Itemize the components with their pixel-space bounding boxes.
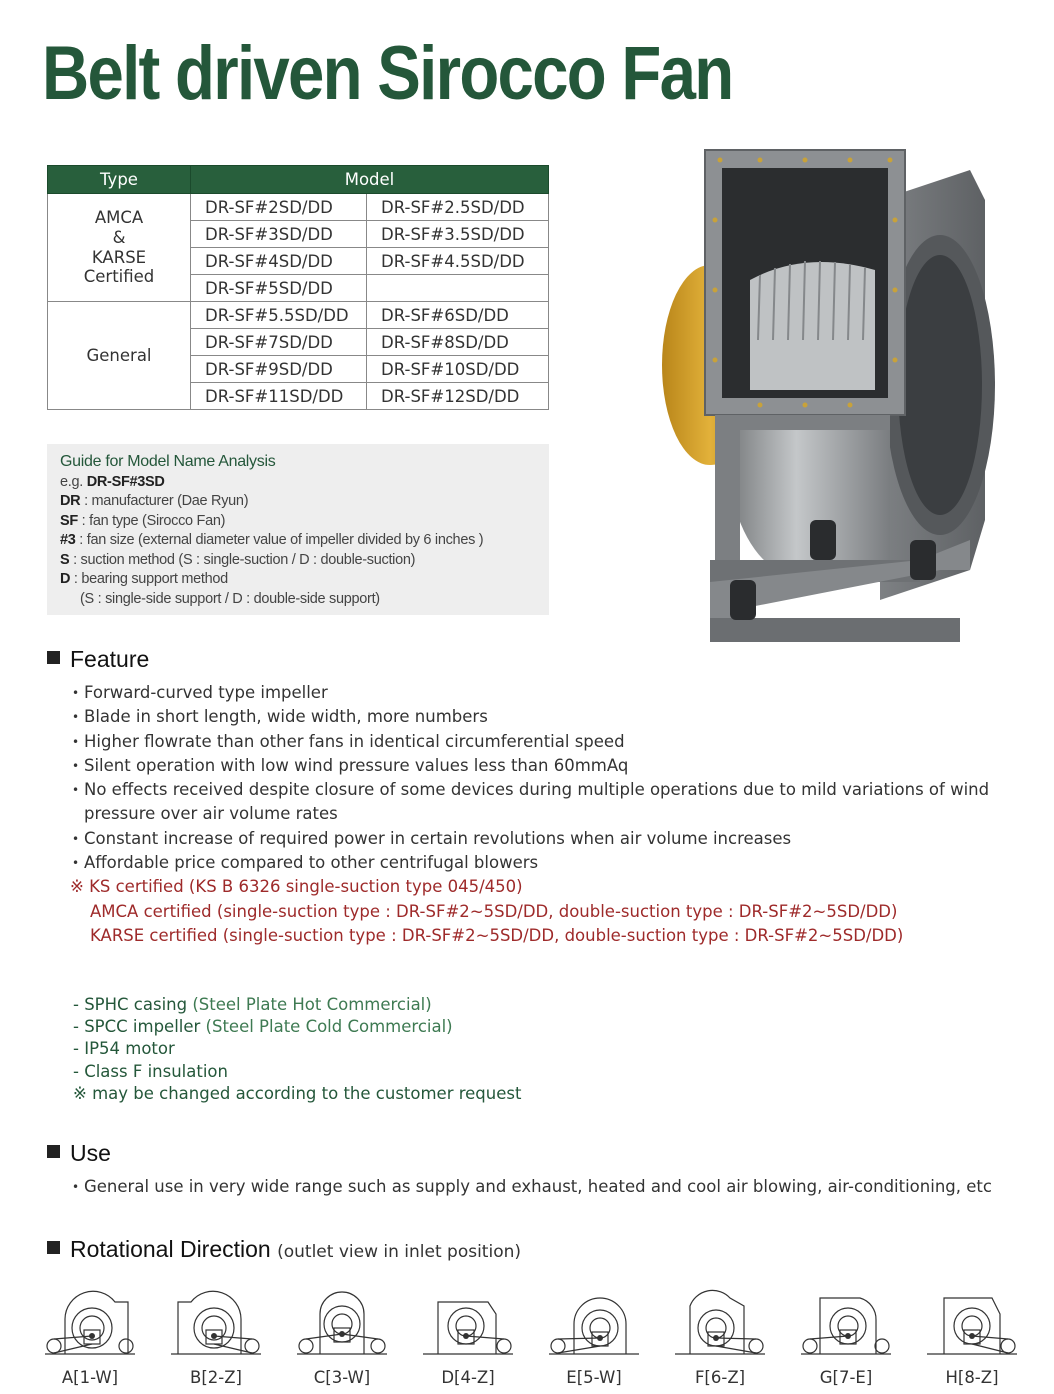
type-amca-karse: AMCA & KARSE Certified [48, 194, 191, 302]
use-list [70, 1175, 992, 1199]
rotation-label: F[6-Z] [694, 1368, 746, 1387]
model-cell: DR-SF#12SD/DD [367, 383, 549, 410]
rotation-direction-d [418, 1284, 518, 1387]
model-cell: DR-SF#5SD/DD [191, 275, 367, 302]
guide-item: #3 : fan size (external diameter value of impeller divided by 6 inches ) [60, 532, 484, 548]
model-cell: DR-SF#9SD/DD [191, 356, 367, 383]
spec-line: - IP54 motor [73, 1039, 175, 1059]
rotation-label: A[1-W] [61, 1368, 119, 1387]
rotation-diagram-icon [796, 1284, 896, 1360]
spec-note: ※ may be changed according to the customer request [73, 1083, 522, 1103]
rotation-direction-c [292, 1284, 392, 1387]
feature-list [70, 681, 989, 948]
model-cell: DR-SF#10SD/DD [367, 356, 549, 383]
guide-item: DR : manufacturer (Dae Ryun) [60, 493, 249, 509]
guide-item: D : bearing support method [60, 571, 228, 587]
list-item: • Silent operation with low wind pressure values less than 60mmAq [70, 754, 989, 778]
guide-item-continuation: (S : single-side support / D : double-side support) [80, 590, 380, 607]
rotation-direction-a [40, 1284, 140, 1387]
square-bullet-icon [47, 1145, 60, 1158]
use-heading: Use [47, 1140, 111, 1167]
rotation-label: D[4-Z] [441, 1368, 495, 1387]
rotation-diagram-icon [292, 1284, 392, 1360]
table-header-type: Type [48, 166, 191, 194]
rotation-diagram-icon [40, 1284, 140, 1360]
certification-note: AMCA certified (single-suction type : DR-SF#2~5SD/DD, double-suction type : DR-SF#2~5SD/DD) [90, 901, 898, 921]
model-cell: DR-SF#4SD/DD [191, 248, 367, 275]
type-general: General [48, 302, 191, 410]
rotation-heading: Rotational Direction (outlet view in inlet position) [47, 1236, 521, 1263]
list-item: • Blade in short length, wide width, more numbers [70, 705, 989, 729]
model-cell: DR-SF#2.5SD/DD [367, 194, 549, 221]
list-item: • Constant increase of required power in certain revolutions when air volume increases [70, 827, 989, 851]
model-cell: DR-SF#2SD/DD [191, 194, 367, 221]
spec-line: - SPHC casing (Steel Plate Hot Commercial) [73, 995, 432, 1014]
feature-heading: Feature [47, 646, 149, 673]
rotation-direction-h [922, 1284, 1022, 1387]
guide-title: Guide for Model Name Analysis [60, 453, 276, 470]
list-item: • No effects received despite closure of some devices during multiple operations due to mild variations of wind [70, 778, 989, 802]
certification-note: ※ KS certified (KS B 6326 single-suction type 045/450) [70, 877, 523, 897]
model-cell: DR-SF#6SD/DD [367, 302, 549, 329]
list-item: • Higher flowrate than other fans in identical circumferential speed [70, 730, 989, 754]
model-table [47, 165, 549, 410]
model-cell: DR-SF#4.5SD/DD [367, 248, 549, 275]
rotation-label: H[8-Z] [945, 1368, 999, 1387]
model-cell: DR-SF#8SD/DD [367, 329, 549, 356]
square-bullet-icon [47, 1241, 60, 1254]
rotation-diagram-icon [166, 1284, 266, 1360]
rotation-direction-g [796, 1284, 896, 1387]
page-title: Belt driven Sirocco Fan [42, 31, 733, 116]
rotation-label: G[7-E] [819, 1368, 873, 1387]
square-bullet-icon [47, 651, 60, 664]
list-item: • Forward-curved type impeller [70, 681, 989, 705]
guide-item: S : suction method (S : single-suction / D : double-suction) [60, 551, 416, 568]
model-cell: DR-SF#5.5SD/DD [191, 302, 367, 329]
model-cell [367, 275, 549, 302]
rotation-direction-b [166, 1284, 266, 1387]
rotation-label: C[3-W] [313, 1368, 371, 1387]
rotation-direction-f [670, 1284, 770, 1387]
rotation-direction-e [544, 1284, 644, 1387]
model-cell: DR-SF#3SD/DD [191, 221, 367, 248]
list-item: • General use in very wide range such as supply and exhaust, heated and cool air blowing, air-conditioning, etc [70, 1175, 992, 1199]
rotation-diagram-icon [670, 1284, 770, 1360]
rotation-diagram-icon [922, 1284, 1022, 1360]
model-cell: DR-SF#11SD/DD [191, 383, 367, 410]
spec-line: - SPCC impeller (Steel Plate Cold Commercial) [73, 1017, 453, 1037]
rotation-label: B[2-Z] [190, 1368, 242, 1387]
table-header-model: Model [191, 166, 549, 194]
certification-note: KARSE certified (single-suction type : DR-SF#2~5SD/DD, double-suction type : DR-SF#2~5SD/DD) [90, 925, 904, 945]
material-spec-list [73, 994, 521, 1105]
model-cell: DR-SF#7SD/DD [191, 329, 367, 356]
rotation-diagram-icon [418, 1284, 518, 1360]
rotation-label: E[5-W] [566, 1368, 622, 1387]
guide-example: e.g. DR-SF#3SD [60, 473, 165, 490]
rotation-diagram-icon [544, 1284, 644, 1360]
model-name-guide [47, 444, 549, 615]
list-item-continuation: pressure over air volume rates [84, 804, 338, 824]
rotation-direction-diagrams [40, 1284, 1020, 1394]
sirocco-fan-product-image [640, 140, 1030, 680]
guide-item: SF : fan type (Sirocco Fan) [60, 512, 226, 529]
list-item: • Affordable price compared to other centrifugal blowers [70, 851, 989, 875]
certification-notes [70, 875, 989, 948]
model-cell: DR-SF#3.5SD/DD [367, 221, 549, 248]
spec-line: - Class F insulation [73, 1061, 228, 1081]
